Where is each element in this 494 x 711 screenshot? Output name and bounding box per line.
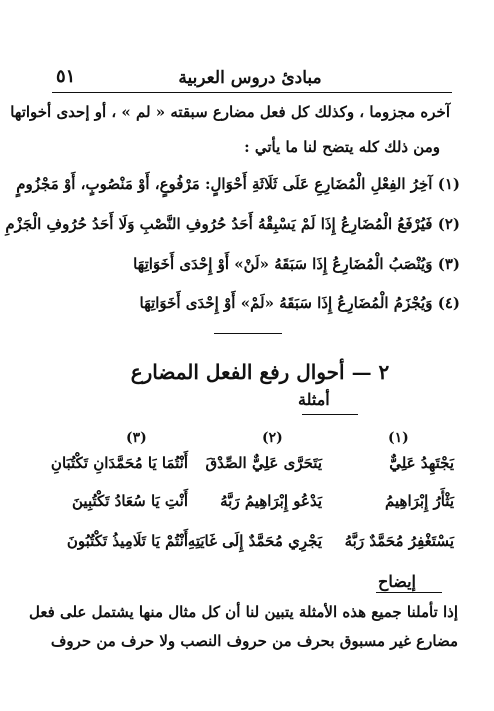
rule-item-1 — [16, 175, 460, 193]
example-cell: يَجْتَهِدُ عَلِيٌّ — [389, 454, 454, 472]
column-2-number: (٢) — [262, 430, 283, 446]
example-cell: أَنْتُمَا يَا مُحَمَّدَانِ تَكْتُبَانِ — [50, 454, 188, 472]
rule-text: آخِرُ الفِعْلِ الْمُضَارِعِ عَلَى ثَلَاثَةِ أَحْوَالٍ: مَرْفُوعٍ، أَوْ مَنْصُوبٍ، أَوْ مَجْزُومٍ — [16, 175, 433, 193]
example-cell: يَدْعُو إِبْرَاهِيمُ رَبَّهُ — [220, 492, 322, 510]
column-1-number: (١) — [388, 430, 409, 446]
rule-text: وَيُجْزَمُ الْمُضَارِعُ إِذَا سَبَقَهُ «لَمْ» أَوْ إِحْدَى أَخَوَاتِهَا — [139, 294, 433, 312]
rule-text: وَيُنْصَبُ الْمُضَارِعُ إِذَا سَبَقَهُ «لَنْ» أَوْ إِحْدَى أَخَوَاتِهَا — [133, 255, 433, 273]
intro-line-1: آخره مجزوما ، وكذلك كل فعل مضارع سبقته « لم » ، أو إحدى أخواتها — [10, 103, 450, 121]
rule-number: (٣) — [437, 255, 460, 273]
explanation-heading: إيضاح — [378, 572, 416, 591]
examples-heading-underline — [302, 414, 358, 415]
rule-number: (١) — [437, 175, 460, 193]
example-cell: يَتَحَرَّى عَلِيٌّ الصِّدْقَ — [205, 454, 322, 472]
rule-text: فَيُرْفَعُ الْمُضَارِعُ إِذَا لَمْ يَسْبِقْهُ أَحَدُ حُرُوفِ النَّصْبِ وَلَا أَحَدُ حُرُوفِ الْجَزْمِ — [5, 215, 433, 233]
section-title: ٢ — أحوال رفع الفعل المضارع — [130, 360, 390, 384]
header-rule — [52, 92, 452, 93]
section-separator — [214, 333, 282, 334]
explanation-heading-underline — [376, 592, 442, 593]
example-cell: يَثْأَرُ إِبْرَاهِيمُ — [385, 492, 454, 510]
intro-line-2: ومن ذلك كله يتضح لنا ما يأتي : — [244, 138, 440, 156]
examples-heading: أمثلة — [298, 390, 330, 409]
explanation-line-2: مضارع غير مسبوق بحرف من حروف النصب ولا حرف من حروف — [50, 632, 458, 650]
rule-number: (٢) — [437, 215, 460, 233]
running-header-title: مبادئ دروس العربية — [178, 68, 322, 88]
example-cell: يَسْتَغْفِرُ مُحَمَّدٌ رَبَّهُ — [344, 532, 454, 550]
example-cell: أَنْتِ يَا سُعَادُ تَكْتُبِينَ — [72, 492, 188, 510]
example-cell: أَنْتُمْ يَا تَلَامِيذُ تَكْتُبُونَ — [66, 532, 188, 550]
page-number: ٥١ — [56, 66, 76, 87]
explanation-line-1: إذا تأملنا جميع هذه الأمثلة يتبين لنا أن كل مثال منها يشتمل على فعل — [28, 603, 458, 621]
example-cell: يَجْرِي مُحَمَّدٌ إِلَى غَايَتِهِ — [187, 532, 322, 550]
rule-number: (٤) — [437, 294, 460, 312]
column-3-number: (٣) — [126, 430, 147, 446]
rule-item-3 — [100, 255, 460, 273]
rule-item-4 — [100, 294, 460, 312]
rule-item-2 — [5, 215, 460, 233]
